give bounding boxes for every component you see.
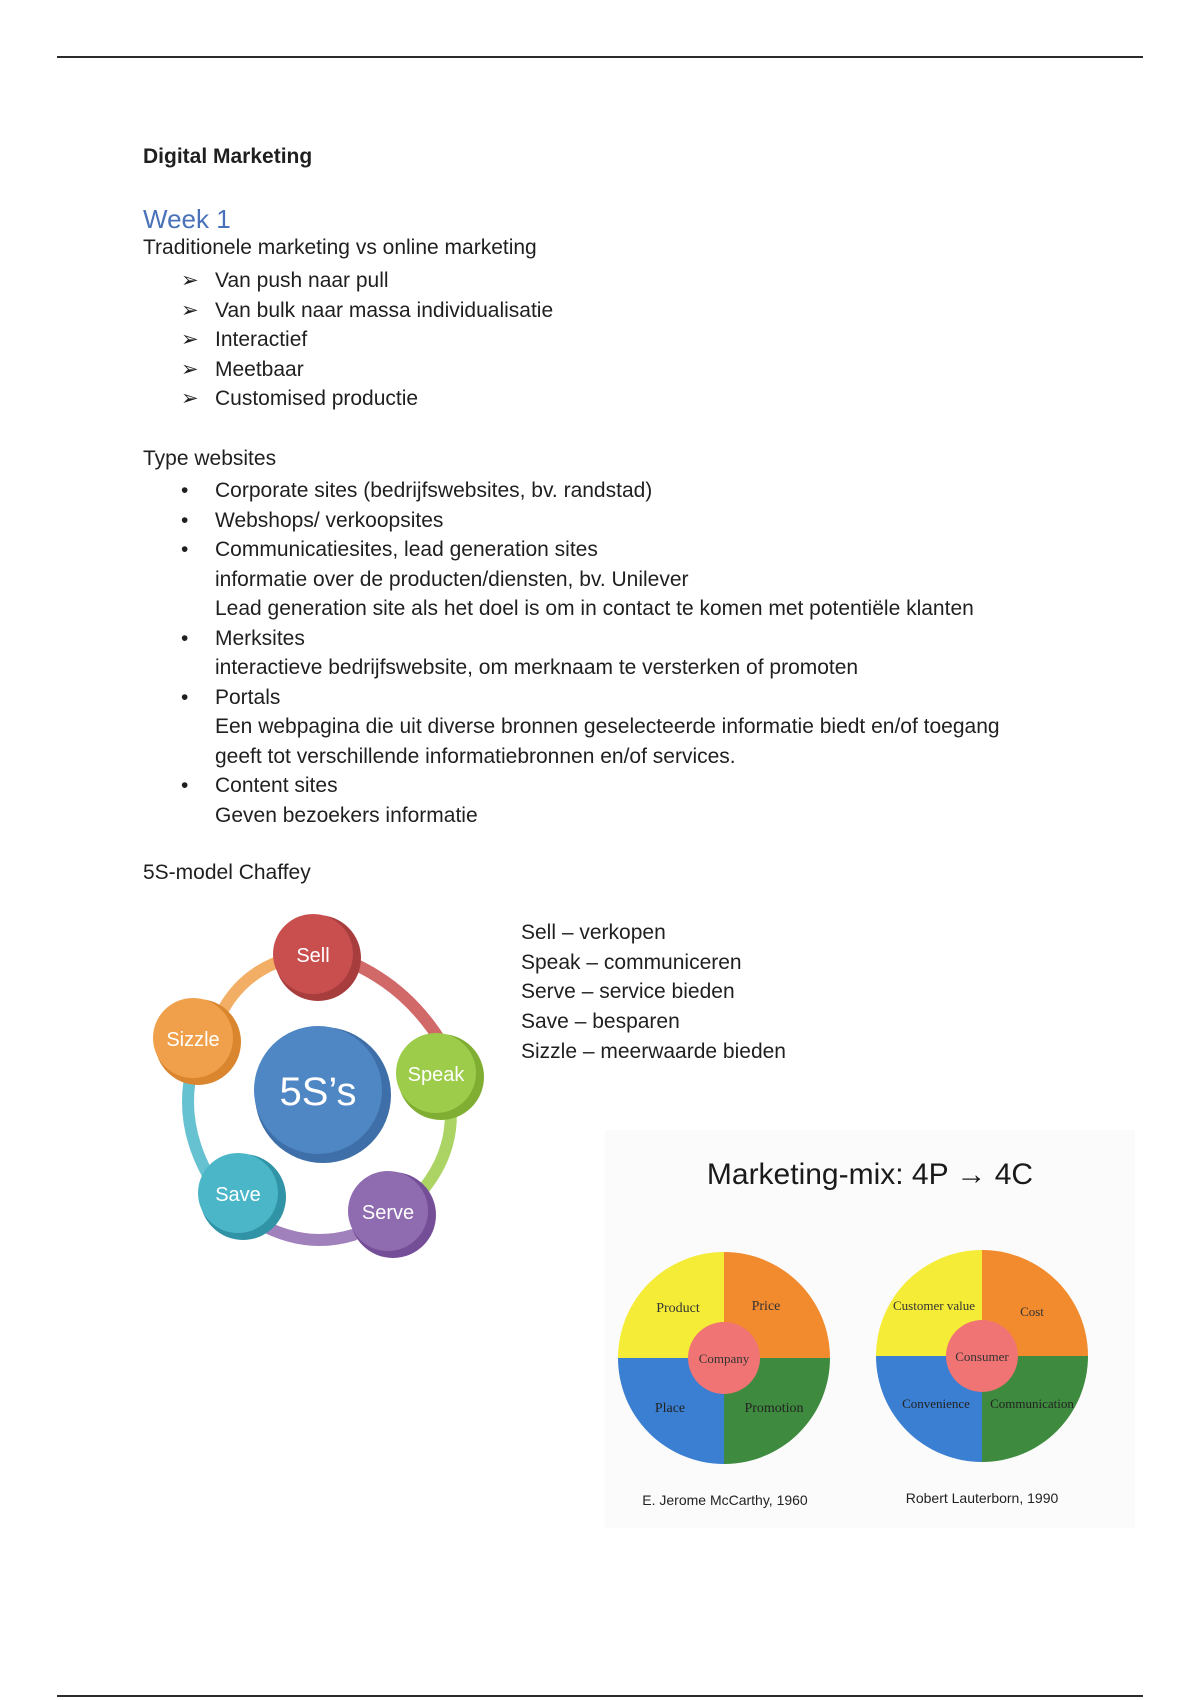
marketing-mix-figure — [605, 1130, 1135, 1528]
list-item-detail: informatie over de producten/diensten, bv. Unilever — [215, 567, 689, 591]
section-type-websites-title: Type websites — [143, 447, 277, 470]
convenience-label: Convenience — [902, 1396, 970, 1411]
traditional-vs-online-list — [175, 266, 553, 414]
arrow-bullet-icon: ➢ — [181, 387, 199, 410]
footer-rule — [57, 1695, 1143, 1697]
svg-text:Speak: Speak — [407, 1064, 465, 1086]
dot-bullet-icon: • — [181, 774, 189, 797]
arrow-bullet-icon: ➢ — [181, 328, 199, 351]
list-item: • Merksites interactieve bedrijfswebsite, om merknaam te versterken of promoten — [175, 624, 1000, 683]
dot-bullet-icon: • — [181, 508, 189, 532]
dot-bullet-icon: • — [181, 626, 189, 650]
dot-bullet-icon: • — [181, 479, 189, 502]
sizzle-circle — [153, 998, 241, 1085]
week-heading: Week 1 — [143, 204, 231, 234]
list-item: • Content sites Geven bezoekers informatie — [175, 771, 1000, 830]
legend-item: Save – besparen — [521, 1010, 680, 1034]
list-item: ➢ Customised productie — [175, 384, 553, 414]
list-item-detail: Een webpagina die uit diverse bronnen geselecteerde informatie biedt en/of toegang — [215, 715, 1000, 738]
list-item-detail: Geven bezoekers informatie — [215, 803, 478, 827]
list-item-detail: Lead generation site als het doel is om in contact te komen met potentiële klanten — [215, 597, 974, 620]
section-5s-model-title: 5S-model Chaffey — [143, 861, 311, 884]
4p-wheel — [618, 1252, 830, 1464]
4p-credit: E. Jerome McCarthy, 1960 — [642, 1492, 808, 1508]
svg-text:Serve: Serve — [361, 1202, 415, 1224]
legend-item: Serve – service bieden — [521, 980, 735, 1004]
arrow-bullet-icon: ➢ — [181, 357, 199, 381]
list-item-detail: interactieve bedrijfswebsite, om merknaam te versterken of promoten — [215, 656, 859, 679]
save-circle — [198, 1153, 286, 1240]
arrow-bullet-icon: ➢ — [181, 269, 199, 292]
svg-text:Sell: Sell — [296, 945, 330, 967]
center-circle — [254, 1026, 391, 1163]
list-item: • Corporate sites (bedrijfswebsites, bv. randstad) — [175, 476, 1000, 506]
serve-circle — [348, 1171, 436, 1258]
product-label: Product — [656, 1301, 700, 1316]
customer-value-label: Customer value — [893, 1298, 975, 1313]
type-websites-list — [175, 476, 1000, 830]
svg-text:Save: Save — [215, 1184, 261, 1206]
svg-text:5S’s: 5S’s — [279, 1070, 357, 1114]
promotion-label: Promotion — [744, 1401, 804, 1416]
list-item: ➢ Van bulk naar massa individualisatie — [175, 296, 553, 326]
list-item: ➢ Meetbaar — [175, 355, 553, 385]
list-item: • Communicatiesites, lead generation sites informatie over de producten/diensten, bv. Unilever Lead generation site als het doel is om in contact te komen met potentiële klanten — [175, 535, 1000, 624]
dot-bullet-icon: • — [181, 538, 189, 561]
sell-circle — [273, 914, 361, 1001]
place-label: Place — [654, 1401, 686, 1416]
svg-text:Sizzle: Sizzle — [166, 1029, 220, 1051]
list-item: ➢ Van push naar pull — [175, 266, 553, 296]
5s-cycle-diagram — [143, 900, 503, 1270]
list-item: • Webshops/ verkoopsites — [175, 506, 1000, 536]
header-rule — [57, 56, 1143, 58]
communication-label: Communication — [990, 1396, 1074, 1411]
document-title: Digital Marketing — [143, 145, 313, 168]
legend-item: Sell – verkopen — [521, 921, 666, 944]
company-label: Company — [698, 1351, 750, 1366]
legend-item: Speak – communiceren — [521, 950, 742, 974]
list-item-detail: geeft tot verschillende informatiebronnen en/of services. — [215, 744, 736, 768]
list-item: ➢ Interactief — [175, 325, 553, 355]
speak-circle — [396, 1033, 484, 1120]
cost-label: Cost — [1020, 1304, 1044, 1319]
consumer-label: Consumer — [955, 1349, 1009, 1364]
4c-wheel — [876, 1250, 1088, 1462]
list-item: • Portals Een webpagina die uit diverse bronnen geselecteerde informatie biedt en/of toegang geeft tot verschillende informatiebronnen en/of services. — [175, 683, 1000, 772]
marketing-mix-title: Marketing-mix: 4P → 4C — [706, 1158, 1034, 1191]
legend-item: Sizzle – meerwaarde bieden — [521, 1039, 786, 1063]
price-label: Price — [751, 1299, 781, 1314]
4c-credit: Robert Lauterborn, 1990 — [905, 1490, 1059, 1506]
arrow-bullet-icon: ➢ — [181, 298, 199, 322]
section-traditional-vs-online-title: Traditionele marketing vs online marketing — [143, 236, 537, 259]
dot-bullet-icon: • — [181, 685, 189, 709]
5s-legend — [521, 918, 786, 1067]
